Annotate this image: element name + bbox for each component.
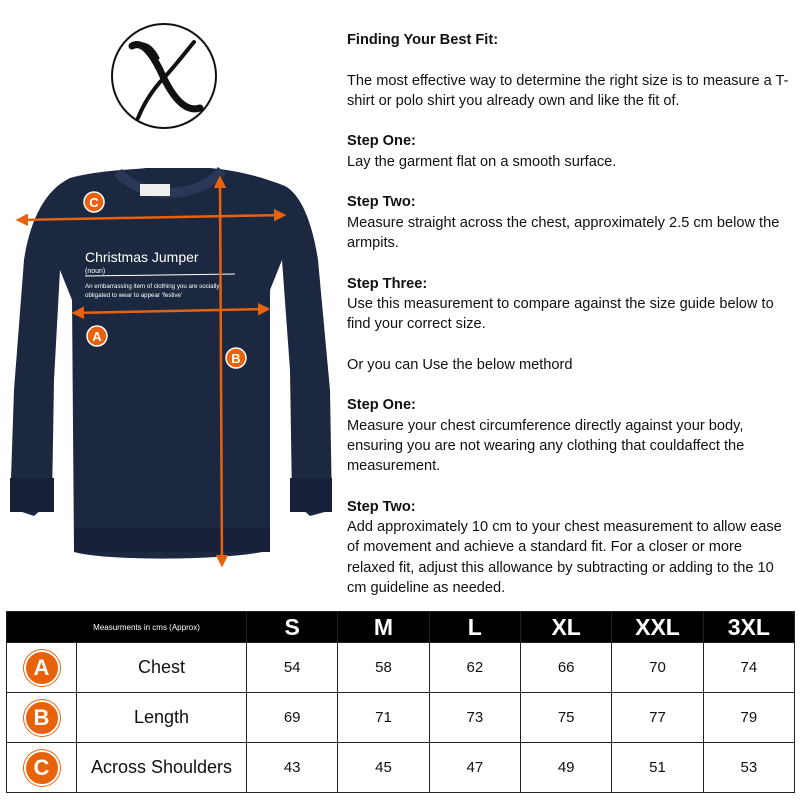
row-label-across-shoulders: Across Shoulders — [77, 743, 247, 793]
neck-label — [140, 184, 170, 196]
alt-step-one-heading: Step One: — [347, 397, 416, 414]
step-two-heading: Step Two: — [347, 194, 416, 211]
table-cell: 66 — [521, 643, 612, 693]
step-two-text: Measure straight across the chest, approximately 2.5 cm below the armpits. — [347, 214, 780, 251]
alt-step-two-heading: Step Two: — [347, 498, 416, 515]
step-one-heading: Step One: — [347, 133, 416, 150]
row-label-chest: Chest — [77, 643, 247, 693]
size-header: M — [338, 612, 429, 643]
size-table — [6, 611, 795, 793]
table-cell: 51 — [612, 743, 703, 793]
table-cell: 79 — [703, 693, 794, 743]
print-line-2: obligated to wear to appear ‘festive’ — [85, 292, 183, 299]
guide-intro: The most effective way to determine the right size is to measure a T-shirt or polo shirt you already own and like the fit of. — [347, 72, 789, 109]
table-row — [7, 643, 795, 693]
size-header: XL — [521, 612, 612, 643]
marker-a — [87, 326, 107, 346]
guide-title: Finding Your Best Fit: — [347, 32, 499, 48]
marker-b — [226, 348, 246, 368]
table-cell: 49 — [521, 743, 612, 793]
table-row — [7, 743, 795, 793]
table-cell: 53 — [703, 743, 794, 793]
badge-b: B — [24, 700, 60, 736]
row-label-length: Length — [77, 693, 247, 743]
print-title: Christmas Jumper — [85, 249, 199, 265]
table-cell: 73 — [429, 693, 520, 743]
alt-step-one-text: Measure your chest circumference directly against your body, ensuring you are not wearing any clothing that couldaffect the measurement. — [347, 417, 745, 475]
table-row — [7, 693, 795, 743]
svg-text:C: C — [89, 195, 99, 210]
table-cell: 77 — [612, 693, 703, 743]
sweatshirt-illustration — [0, 160, 340, 580]
table-cell: 62 — [429, 643, 520, 693]
alternative-method-text: Or you can Use the below methord — [347, 356, 573, 373]
svg-text:A: A — [92, 329, 102, 344]
svg-text:B: B — [231, 351, 241, 366]
table-cell: 45 — [338, 743, 429, 793]
table-cell: 58 — [338, 643, 429, 693]
sleeve-cuff-left — [10, 478, 54, 512]
step-three-text: Use this measurement to compare against the size guide below to find your correct size. — [347, 295, 774, 333]
marker-c — [84, 192, 104, 212]
table-cell: 70 — [612, 643, 703, 693]
table-cell: 71 — [338, 693, 429, 743]
sweatshirt-body — [10, 168, 332, 559]
size-header: XXL — [612, 612, 703, 643]
size-header: 3XL — [703, 612, 794, 643]
step-three-heading: Step Three: — [347, 275, 428, 292]
size-header: L — [429, 612, 520, 643]
print-line-1: An embarrassing item of clothing you are socially — [85, 283, 220, 290]
table-cell: 43 — [247, 743, 338, 793]
table-cell: 69 — [247, 693, 338, 743]
alt-step-two-text: Add approximately 10 cm to your chest measurement to allow ease of movement and achieve a standard fit. For a closer or more relaxed fit, adjust this allowance by subtracting or adding to the 10 cm guideline as needed. — [347, 519, 782, 597]
sleeve-cuff-right — [290, 478, 332, 512]
table-cell: 54 — [247, 643, 338, 693]
badge-c: C — [24, 750, 60, 786]
size-header: S — [247, 612, 338, 643]
sweatshirt-hem — [74, 528, 270, 552]
fit-guide — [347, 30, 792, 619]
table-cell: 74 — [703, 643, 794, 693]
badge-a: A — [24, 650, 60, 686]
size-header-row — [7, 612, 795, 643]
table-cell: 47 — [429, 743, 520, 793]
brand-logo — [108, 20, 220, 132]
table-cell: 75 — [521, 693, 612, 743]
step-one-text: Lay the garment flat on a smooth surface. — [347, 153, 617, 170]
print-pos: (noun) — [85, 268, 106, 275]
table-caption: Measurments in cms (Approx) — [7, 612, 247, 643]
